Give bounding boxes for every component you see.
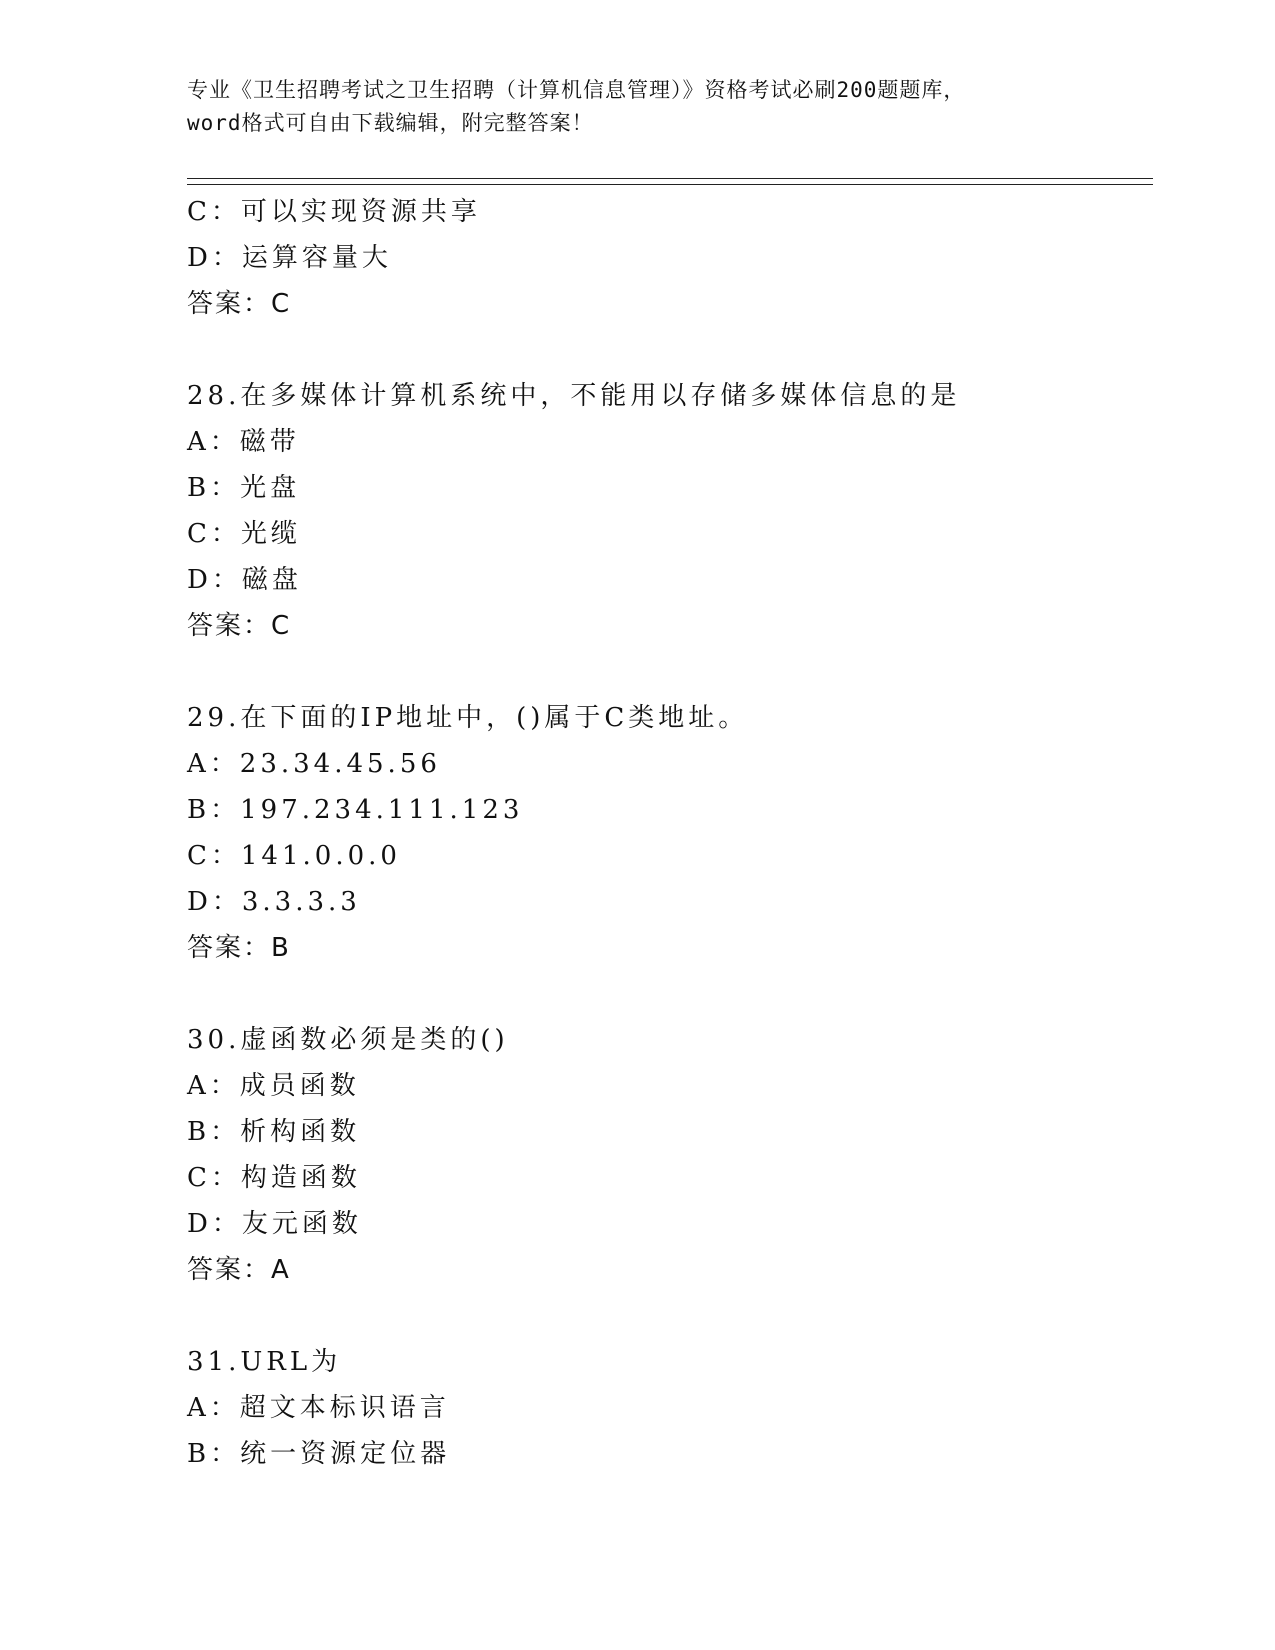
option-c: C：141.0.0.0 xyxy=(187,841,401,871)
answer-line: 答案：C xyxy=(187,611,292,641)
answer-line: 答案：B xyxy=(187,933,291,963)
option-c: C：构造函数 xyxy=(187,1163,361,1193)
option-a: A：磁带 xyxy=(187,427,300,457)
answer-line: 答案：C xyxy=(187,289,292,319)
header-divider-top xyxy=(187,178,1153,179)
option-a: A：成员函数 xyxy=(187,1071,360,1101)
header-line-2: word格式可自由下载编辑，附完整答案！ xyxy=(187,111,594,135)
document-header xyxy=(187,74,1087,140)
option-c: C：光缆 xyxy=(187,519,301,549)
spacer xyxy=(187,649,1147,695)
header-line-1: 专业《卫生招聘考试之卫生招聘（计算机信息管理）》资格考试必刷200题题库， xyxy=(187,78,966,102)
option-b: B：光盘 xyxy=(187,473,301,503)
header-divider-bottom xyxy=(187,184,1153,185)
option-d: D：友元函数 xyxy=(187,1209,362,1239)
question-text: 28.在多媒体计算机系统中，不能用以存储多媒体信息的是 xyxy=(187,381,961,411)
option-d: D：磁盘 xyxy=(187,565,302,595)
question-text: 29.在下面的IP地址中，()属于C类地址。 xyxy=(187,703,749,733)
option-c: C：可以实现资源共享 xyxy=(187,197,481,227)
option-d: D：运算容量大 xyxy=(187,243,392,273)
option-b: B：统一资源定位器 xyxy=(187,1439,451,1469)
option-a: A：23.34.45.56 xyxy=(187,749,441,779)
spacer xyxy=(187,971,1147,1017)
option-b: B：197.234.111.123 xyxy=(187,795,524,825)
option-a: A：超文本标识语言 xyxy=(187,1393,450,1423)
question-list xyxy=(187,189,1147,1477)
question-text: 30.虚函数必须是类的() xyxy=(187,1025,509,1055)
answer-line: 答案：A xyxy=(187,1255,291,1285)
spacer xyxy=(187,327,1147,373)
question-text: 31.URL为 xyxy=(187,1347,342,1377)
option-b: B：析构函数 xyxy=(187,1117,361,1147)
spacer xyxy=(187,1293,1147,1339)
option-d: D：3.3.3.3 xyxy=(187,887,361,917)
